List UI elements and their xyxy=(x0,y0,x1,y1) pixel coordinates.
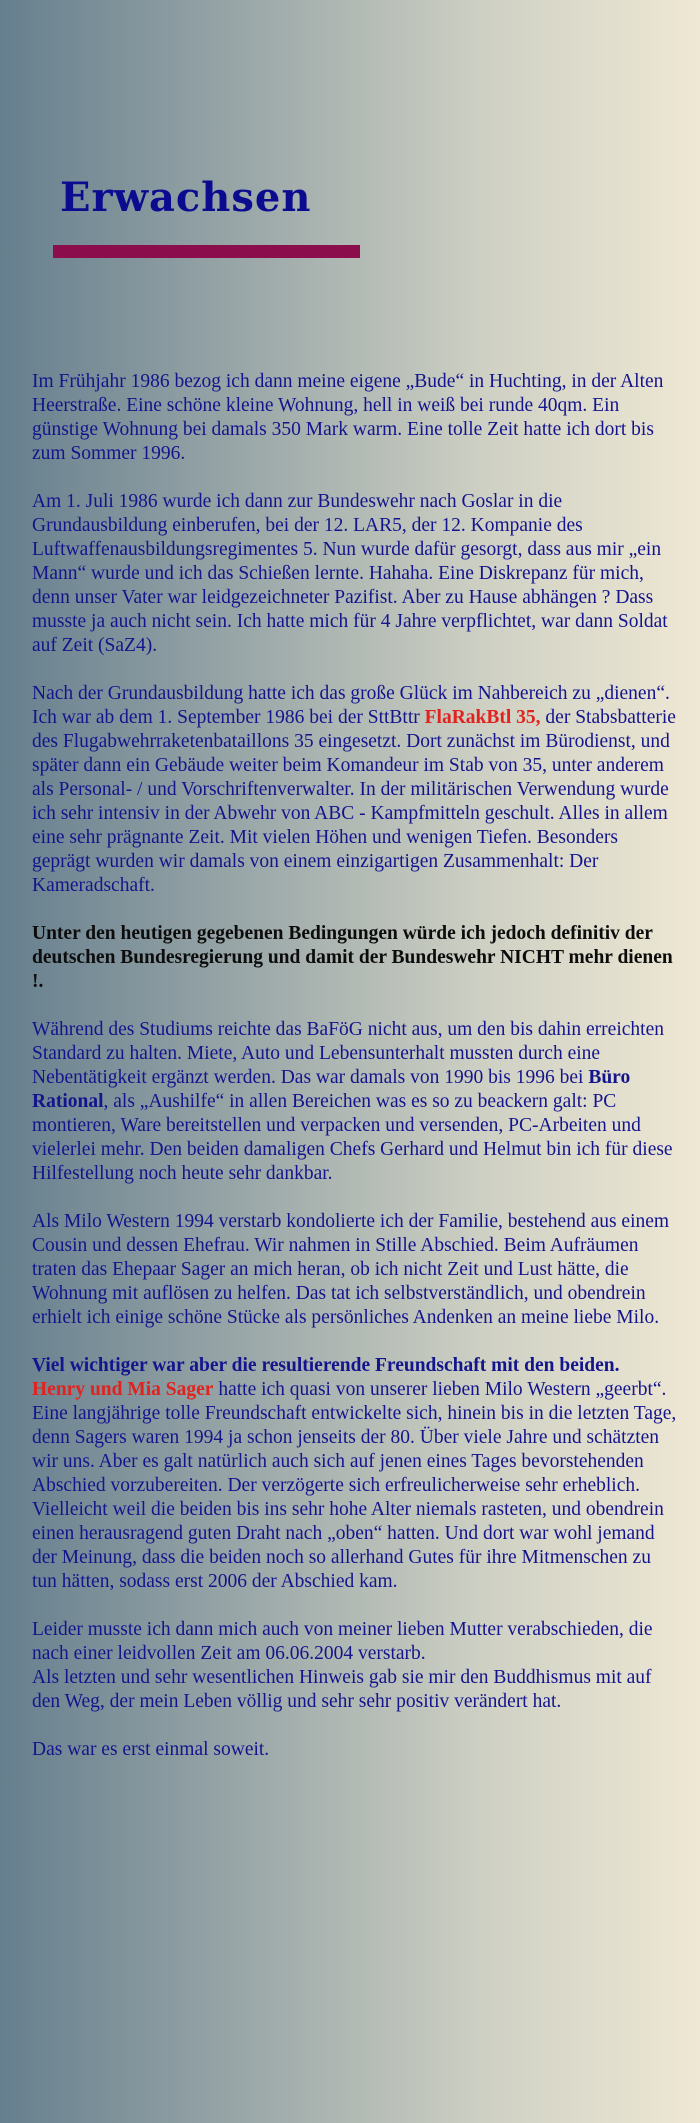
paragraph-apartment-text: Im Frühjahr 1986 bezog ich dann meine eigene „Bude“ in Huchting, in der Alten Heerstraße. Eine schöne kleine Wohnung, hell in weiß bei runde 40qm. Ein günstige Wohnung bei damals 350 Mark warm. Eine tolle Zeit hatte ich dort bis zum Sommer 1996. xyxy=(32,371,664,464)
paragraph-study-text-1: Während des Studiums reichte das BaFöG nicht aus, um den bis dahin erreichten Standard zu halten. Miete, Auto und Lebensunterhalt mussten durch eine Nebentätigkeit ergänzt werden. Das war damals von 1990 bis 1996 bei xyxy=(32,1019,664,1088)
article-content xyxy=(32,370,677,1786)
paragraph-statement xyxy=(32,922,677,994)
paragraph-mother-text-2: Als letzten und sehr wesentlichen Hinweis gab sie mir den Buddhismus mit auf den Weg, der mein Leben völlig und sehr sehr positiv verändert hat. xyxy=(32,1667,652,1712)
friendship-heading: Viel wichtiger war aber die resultierende Freundschaft mit den beiden. xyxy=(32,1355,620,1376)
paragraph-statement-text: Unter den heutigen gegebenen Bedingungen würde ich jedoch definitiv der deutschen Bundesregierung und damit der Bundeswehr NICHT mehr dienen !. xyxy=(32,923,673,992)
paragraph-service-text-2: der Stabsbatterie des Flugabwehrraketenbataillons 35 eingesetzt. Dort zunächst im Bürodienst, und später dann ein Gebäude weiter beim Komandeur im Stab von 35, unter anderem als Personal- / und Vorschriftenverwalter. In der militärischen Verwendung wurde ich sehr intensiv in der Abwehr von ABC - Kampfmitteln geschult. Alles in allem eine sehr prägnante Zeit. Mit vielen Höhen und wenigen Tiefen. Besonders geprägt wurden wir damals von einem einzigartigen Zusammenhalt: Der Kameradschaft. xyxy=(32,707,676,896)
unit-highlight: FlaRakBtl 35 xyxy=(424,707,536,728)
paragraph-closing-text: Das war es erst einmal soweit. xyxy=(32,1739,270,1760)
paragraph-service xyxy=(32,682,677,898)
paragraph-mother-text-1: Leider musste ich dann mich auch von meiner lieben Mutter verabschieden, die nach einer leidvollen Zeit am 06.06.2004 verstarb. xyxy=(32,1619,653,1664)
paragraph-service-text-1: Nach der Grundausbildung hatte ich das große Glück im Nahbereich zu „dienen“. Ich war ab dem 1. September 1986 bei der SttBttr xyxy=(32,683,670,728)
title-underline xyxy=(53,245,360,258)
friends-names: Henry und Mia Sager xyxy=(32,1379,214,1400)
paragraph-mother xyxy=(32,1618,677,1714)
paragraph-milo-text: Als Milo Western 1994 verstarb kondolierte ich der Familie, bestehend aus einem Cousin und dessen Ehefrau. Wir nahmen in Stille Abschied. Beim Aufräumen traten das Ehepaar Sager an mich heran, ob ich nicht Zeit und Lust hätte, die Wohnung mit auflösen zu helfen. Das tat ich selbstverständlich, und obendrein erhielt ich einige schöne Stücke als persönliches Andenken an meine liebe Milo. xyxy=(32,1211,670,1328)
paragraph-friendship-text: hatte ich quasi von unserer lieben Milo Western „geerbt“. Eine langjährige tolle Freundschaft entwickelte sich, hinein bis in die letzten Tage, denn Sagers waren 1994 ja schon jenseits der 80. Über viele Jahre und schätzten wir uns. Aber es galt natürlich auch sich auf jenen eines Tages bevorstehenden Abschied vorzubereiten. Der verzögerte sich erfreulicherweise sehr erheblich. Vielleicht weil die beiden bis ins sehr hohe Alter niemals rasteten, und obendrein einen herausragend guten Draht nach „oben“ hatten. Und dort war wohl jemand der Meinung, dass die beiden noch so allerhand Gutes für ihre Mitmenschen zu tun hätten, sodass erst 2006 der Abschied kam. xyxy=(32,1379,677,1592)
paragraph-study xyxy=(32,1018,677,1186)
page-title: Erwachsen xyxy=(60,174,312,221)
unit-highlight-comma: , xyxy=(535,707,541,728)
paragraph-friendship xyxy=(32,1354,677,1594)
paragraph-closing xyxy=(32,1738,677,1762)
paragraph-study-text-2: , als „Aushilfe“ in allen Bereichen was es so zu beackern galt: PC montieren, Ware bereitstellen und verpacken und versenden, PC-Arbeiten und vielerlei mehr. Den beiden damaligen Chefs Gerhard und Helmut bin ich für diese Hilfestellung noch heute sehr dankbar. xyxy=(32,1091,673,1184)
employer-name: Büro Rational xyxy=(32,1067,631,1112)
paragraph-apartment xyxy=(32,370,677,466)
paragraph-milo xyxy=(32,1210,677,1330)
paragraph-bundeswehr-text: Am 1. Juli 1986 wurde ich dann zur Bundeswehr nach Goslar in die Grundausbildung einberufen, bei der 12. LAR5, der 12. Kompanie des Luftwaffenausbildungsregimentes 5. Nun wurde dafür gesorgt, dass aus mir „ein Mann“ wurde und ich das Schießen lernte. Hahaha. Eine Diskrepanz für mich, denn unser Vater war leidgezeichneter Pazifist. Aber zu Hause abhängen ? Dass musste ja auch nicht sein. Ich hatte mich für 4 Jahre verpflichtet, war dann Soldat auf Zeit (SaZ4). xyxy=(32,491,668,656)
paragraph-bundeswehr xyxy=(32,490,677,658)
